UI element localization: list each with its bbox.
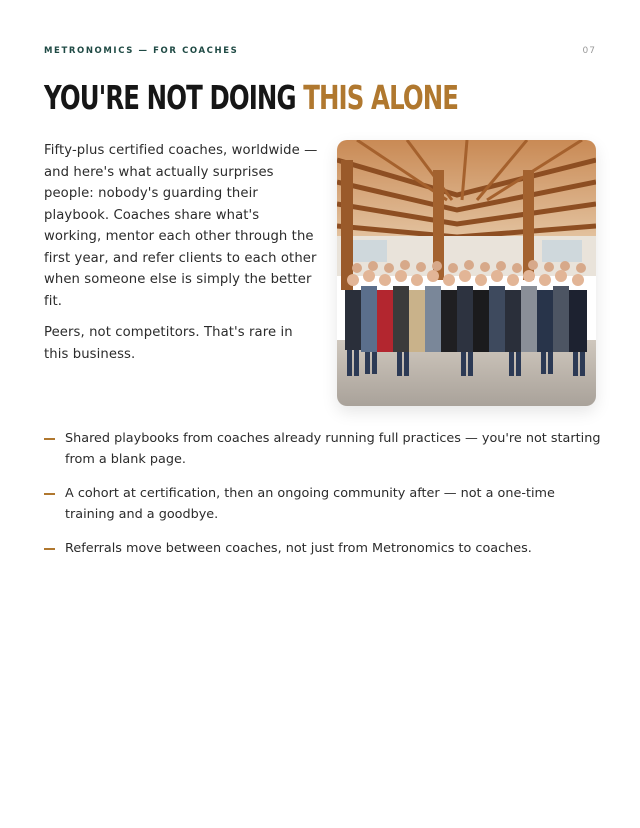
dash-icon: [44, 548, 55, 550]
intro-paragraph: Peers, not competitors. That's rare in this business.: [44, 325, 293, 362]
list-item: [44, 428, 604, 470]
list-item-text: Referrals move between coaches, not just from Metronomics to coaches.: [65, 541, 532, 556]
page-title: [44, 78, 458, 118]
dash-icon: [44, 493, 55, 495]
list-item-text: A cohort at certification, then an ongoing community after — not a one-time training and a goodbye.: [65, 486, 555, 522]
intro-paragraph: Fifty-plus certified coaches, worldwide — and here's what actually surprises people: nobody's guarding their playbook. Coaches share what's working, mentor each other through the first year, and refer clients to each other when someone else is simply the better fit.: [44, 143, 318, 309]
eyebrow-label: METRONOMICS — FOR COACHES: [44, 46, 239, 56]
page-number: 07: [582, 46, 596, 56]
title-main: YOU'RE NOT DOING: [44, 78, 296, 117]
bullet-list: [44, 428, 604, 572]
dash-icon: [44, 438, 55, 440]
list-item-text: Shared playbooks from coaches already running full practices — you're not starting from a blank page.: [65, 431, 601, 467]
page-header: [44, 46, 596, 60]
intro-text: [44, 140, 319, 375]
list-item: [44, 483, 604, 525]
title-accent: THIS ALONE: [303, 78, 459, 117]
group-photo: [337, 140, 596, 406]
list-item: [44, 538, 604, 559]
